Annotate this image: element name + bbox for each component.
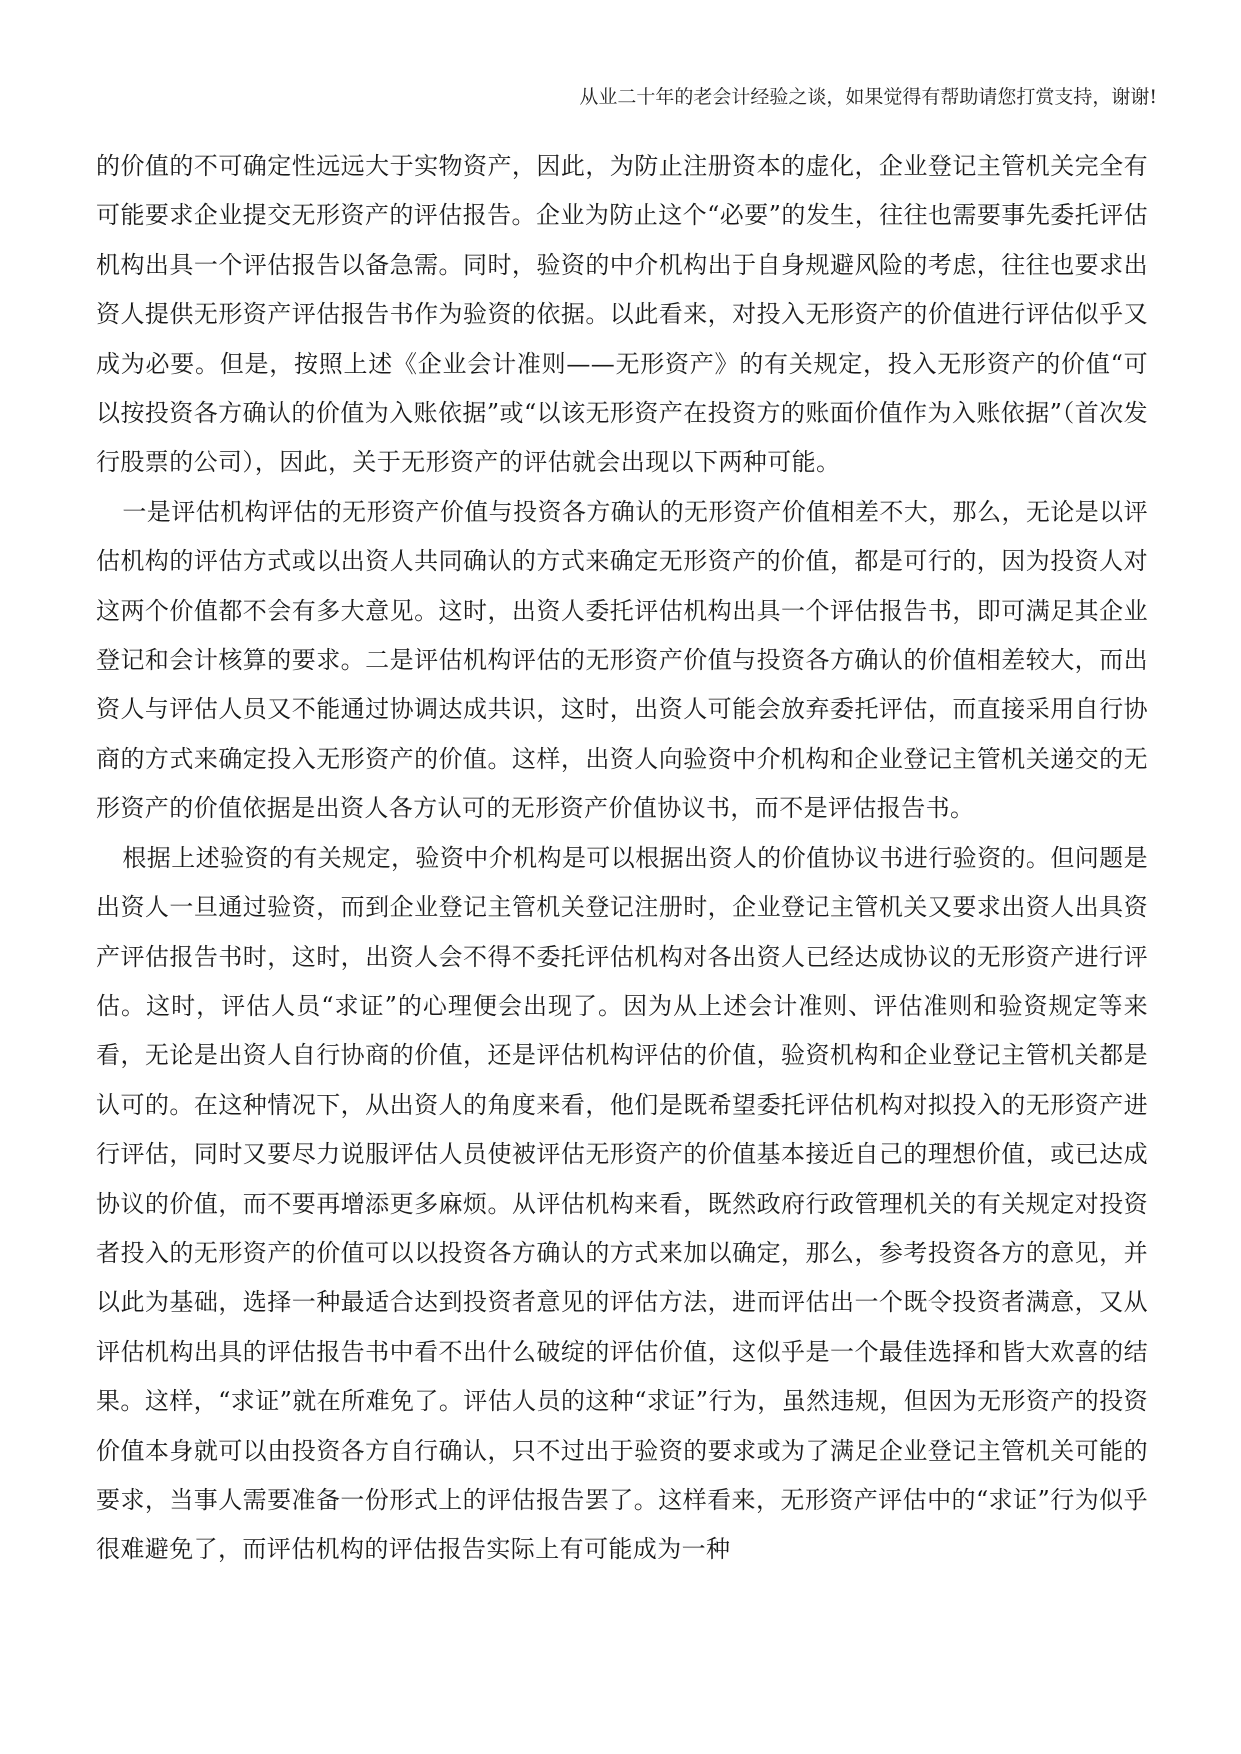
paragraph-continued: 的价值的不可确定性远远大于实物资产，因此，为防止注册资本的虚化，企业登记主管机关完全有可能要求企业提交无形资产的评估报告。企业为防止这个“必要”的发生，往往也需要事先委托评估机构出具一个评估报告以备急需。同时，验资的中介机构出于自身规避风险的考虑，往往也要求出资人提供无形资产评估报告书作为验资的依据。以此看来，对投入无形资产的价值进行评估似乎又成为必要。但是，按照上述《企业会计准则——无形资产》的有关规定，投入无形资产的价值“可以按投资各方确认的价值为入账依据”或“以该无形资产在投资方的账面价值作为入账依据”（首次发行股票的公司），因此，关于无形资产的评估就会出现以下两种可能。 <box>96 152 1148 477</box>
paragraph: 根据上述验资的有关规定，验资中介机构是可以根据出资人的价值协议书进行验资的。但问题是出资人一旦通过验资，而到企业登记主管机关登记注册时，企业登记主管机关又要求出资人出具资产评估报告书时，这时，出资人会不得不委托评估机构对各出资人已经达成协议的无形资产进行评估。这时，评估人员“求证”的心理便会出现了。因为从上述会计准则、评估准则和验资规定等来看，无论是出资人自行协商的价值，还是评估机构评估的价值，验资机构和企业登记主管机关都是认可的。在这种情况下，从出资人的角度来看，他们是既希望委托评估机构对拟投入的无形资产进行评估，同时又要尽力说服评估人员使被评估无形资产的价值基本接近自己的理想价值，或已达成协议的价值，而不要再增添更多麻烦。从评估机构来看，既然政府行政管理机关的有关规定对投资者投入的无形资产的价值可以以投资各方确认的方式来加以确定，那么，参考投资各方的意见，并以此为基础，选择一种最适合达到投资者意见的评估方法，进而评估出一个既令投资者满意，又从评估机构出具的评估报告书中看不出什么破绽的评估价值，这似乎是一个最佳选择和皆大欢喜的结果。这样，“求证”就在所难免了。评估人员的这种“求证”行为，虽然违规，但因为无形资产的投资价值本身就可以由投资各方自行确认，只不过出于验资的要求或为了满足企业登记主管机关可能的要求，当事人需要准备一份形式上的评估报告罢了。这样看来，无形资产评估中的“求证”行为似乎很难避免了，而评估机构的评估报告实际上有可能成为一种 <box>96 843 1148 1564</box>
paragraph: 一是评估机构评估的无形资产价值与投资各方确认的无形资产价值相差不大，那么，无论是以评估机构的评估方式或以出资人共同确认的方式来确定无形资产的价值，都是可行的，因为投资人对这两个价值都不会有多大意见。这时，出资人委托评估机构出具一个评估报告书，即可满足其企业登记和会计核算的要求。二是评估机构评估的无形资产价值与投资各方确认的价值相差较大，而出资人与评估人员又不能通过协调达成共识，这时，出资人可能会放弃委托评估，而直接采用自行协商的方式来确定投入无形资产的价值。这样，出资人向验资中介机构和企业登记主管机关递交的无形资产的价值依据是出资人各方认可的无形资产价值协议书，而不是评估报告书。 <box>96 497 1148 823</box>
page-header-note: 从业二十年的老会计经验之谈，如果觉得有帮助请您打赏支持，谢谢! <box>579 86 1157 108</box>
document-body <box>96 142 1148 1575</box>
